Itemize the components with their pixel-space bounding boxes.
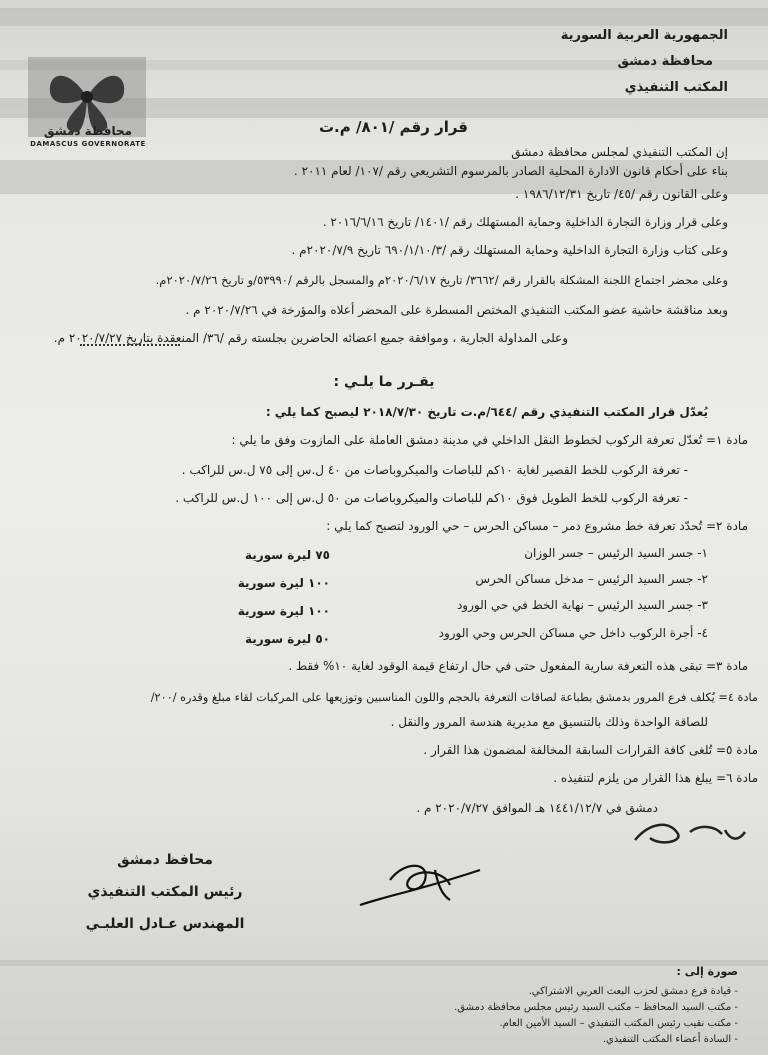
- preamble-line: وبعد مناقشة حاشية عضو المكتب التنفيذي المختص المسطرة على المحضر أعلاه والمؤرخة في ٢٠٢٠/٧/٢٦ م .: [185, 303, 728, 317]
- route-price-2: ١٠٠ ليرة سورية: [237, 576, 330, 590]
- copies-item: - مكتب السيد المحافظ – مكتب السيد رئيس مجلس محافظة دمشق.: [454, 1002, 738, 1013]
- article-1: مادة ١= تُعدّل تعرفة الركوب لخطوط النقل الداخلي في مدينة دمشق العاملة على المازوت وفق ما يلي :: [231, 433, 748, 447]
- decides-heading: يقـرر ما يلـي :: [333, 374, 435, 390]
- logo-arabic-text: محافظة دمشق: [43, 124, 133, 138]
- article-4-line-2: للصاقة الواحدة وذلك بالتنسيق مع مديرية هندسة المرور والنقل .: [390, 715, 708, 729]
- preamble-line: وعلى قرار وزارة التجارة الداخلية وحماية المستهلك رقم /١٤٠١/ تاريخ ٢٠١٦/٦/١٦ .: [322, 215, 728, 229]
- initials-signature: [630, 812, 750, 852]
- governor-signature: [350, 850, 490, 915]
- signature-name: المهندس عـادل العلبـي: [85, 916, 245, 932]
- signature-title-1: محافظ دمشق: [117, 852, 213, 868]
- dotted-line: [80, 344, 180, 346]
- copies-title: صورة إلى :: [676, 965, 738, 978]
- scan-streak: [0, 8, 768, 26]
- route-row-2: ٢- جسر السيد الرئيس – مدخل مساكن الحرس: [475, 572, 708, 586]
- copies-item: - مكتب نقيب رئيس المكتب التنفيذي – السيد الأمين العام.: [499, 1018, 738, 1029]
- article-5: مادة ٥= تُلغى كافة القرارات السابقة المخالفة لمضمون هذا القرار .: [423, 743, 758, 757]
- logo-english-text: DAMASCUS GOVERNORATE: [30, 140, 146, 148]
- article-1-item: - تعرفة الركوب للخط الطويل فوق ١٠كم للباصات والميكروباصات من ٥٠ ل.س إلى ١٠٠ ل.س للراكب .: [175, 491, 688, 505]
- preamble-line: وعلى كتاب وزارة التجارة الداخلية وحماية المستهلك رقم /٦٩٠/١/١٠/٣ تاريخ ٢٠٢٠/٧/٩م .: [291, 243, 728, 257]
- signature-title-2: رئيس المكتب التنفيذي: [87, 884, 243, 900]
- preamble-line: بناء على أحكام قانون الادارة المحلية الصادر بالمرسوم التشريعي رقم /١٠٧/ لعام ٢٠١١ .: [293, 164, 728, 178]
- article-1-item: - تعرفة الركوب للخط القصير لغاية ١٠كم للباصات والميكروباصات من ٤٠ ل.س إلى ٧٥ ل.س للراكب .: [181, 463, 688, 477]
- preamble-line: وعلى محضر اجتماع اللجنة المشكلة بالقرار رقم /٣٦٦٢/ تاريخ ٢٠٢٠/٦/١٧م والمسجل بالرقم /٥٣٩٩٠/و تاريخ ٢٠٢٠/٧/٢٦م.: [155, 273, 728, 287]
- amend-title: يُعدّل قرار المكتب التنفيذي رقم /٦٤٤/م.ت تاريخ ٢٠١٨/٧/٣٠ ليصبح كما يلي :: [265, 405, 708, 419]
- article-4-line-1: مادة ٤= يُكلف فرع المرور بدمشق بطباعة لصاقات التعرفة بالحجم واللون المناسبين وتوزيعها على المركبات لقاء مبلغ وقدره /٢٠٠/: [150, 691, 758, 704]
- article-6: مادة ٦= يبلغ هذا القرار من يلزم لتنفيذه .: [553, 771, 758, 785]
- header-republic: الجمهورية العربية السورية: [560, 28, 728, 43]
- route-price-1: ٧٥ ليرة سورية: [245, 548, 330, 562]
- route-price-3: ١٠٠ ليرة سورية: [237, 604, 330, 618]
- route-row-1: ١- جسر السيد الرئيس – جسر الوزان: [524, 546, 708, 560]
- copies-item: - قيادة فرع دمشق لحزب البعث العربي الاشتراكي.: [528, 986, 738, 997]
- route-price-4: ٥٠ ليرة سورية: [245, 632, 330, 646]
- header-governorate: محافظة دمشق: [617, 54, 713, 69]
- decision-number: قرار رقم /٨٠١/ م.ت: [318, 118, 468, 136]
- article-2: مادة ٢= تُحدّد تعرفة خط مشروع دمر – مساكن الحرس – حي الورود لتصبح كما يلي :: [326, 519, 748, 533]
- preamble-line: وعلى المداولة الجارية ، وموافقة جميع اعضائه الحاضرين بجلسته رقم /٣٦/ المنعقدة بتاريخ ٢٠٢٠/٧/٢٧ م.: [53, 331, 568, 345]
- copies-item: - السادة أعضاء المكتب التنفيذي.: [602, 1034, 738, 1045]
- preamble-line: وعلى القانون رقم /٤٥/ تاريخ ١٩٨٦/١٢/٣١ .: [515, 187, 728, 201]
- scan-streak: [0, 960, 768, 966]
- route-row-4: ٤- أجرة الركوب داخل حي مساكن الحرس وحي الورود: [438, 626, 708, 640]
- article-3: مادة ٣= تبقى هذه التعرفة سارية المفعول حتى في حال ارتفاع قيمة الوقود لغاية ١٠% فقط .: [288, 659, 748, 673]
- header-office: المكتب التنفيذي: [624, 80, 728, 95]
- preamble-line: إن المكتب التنفيذي لمجلس محافظة دمشق: [511, 145, 728, 159]
- date-line: دمشق في ١٤٤١/١٢/٧ هـ الموافق ٢٠٢٠/٧/٢٧ م .: [416, 801, 658, 815]
- route-row-3: ٣- جسر السيد الرئيس – نهاية الخط في حي الورود: [456, 598, 708, 612]
